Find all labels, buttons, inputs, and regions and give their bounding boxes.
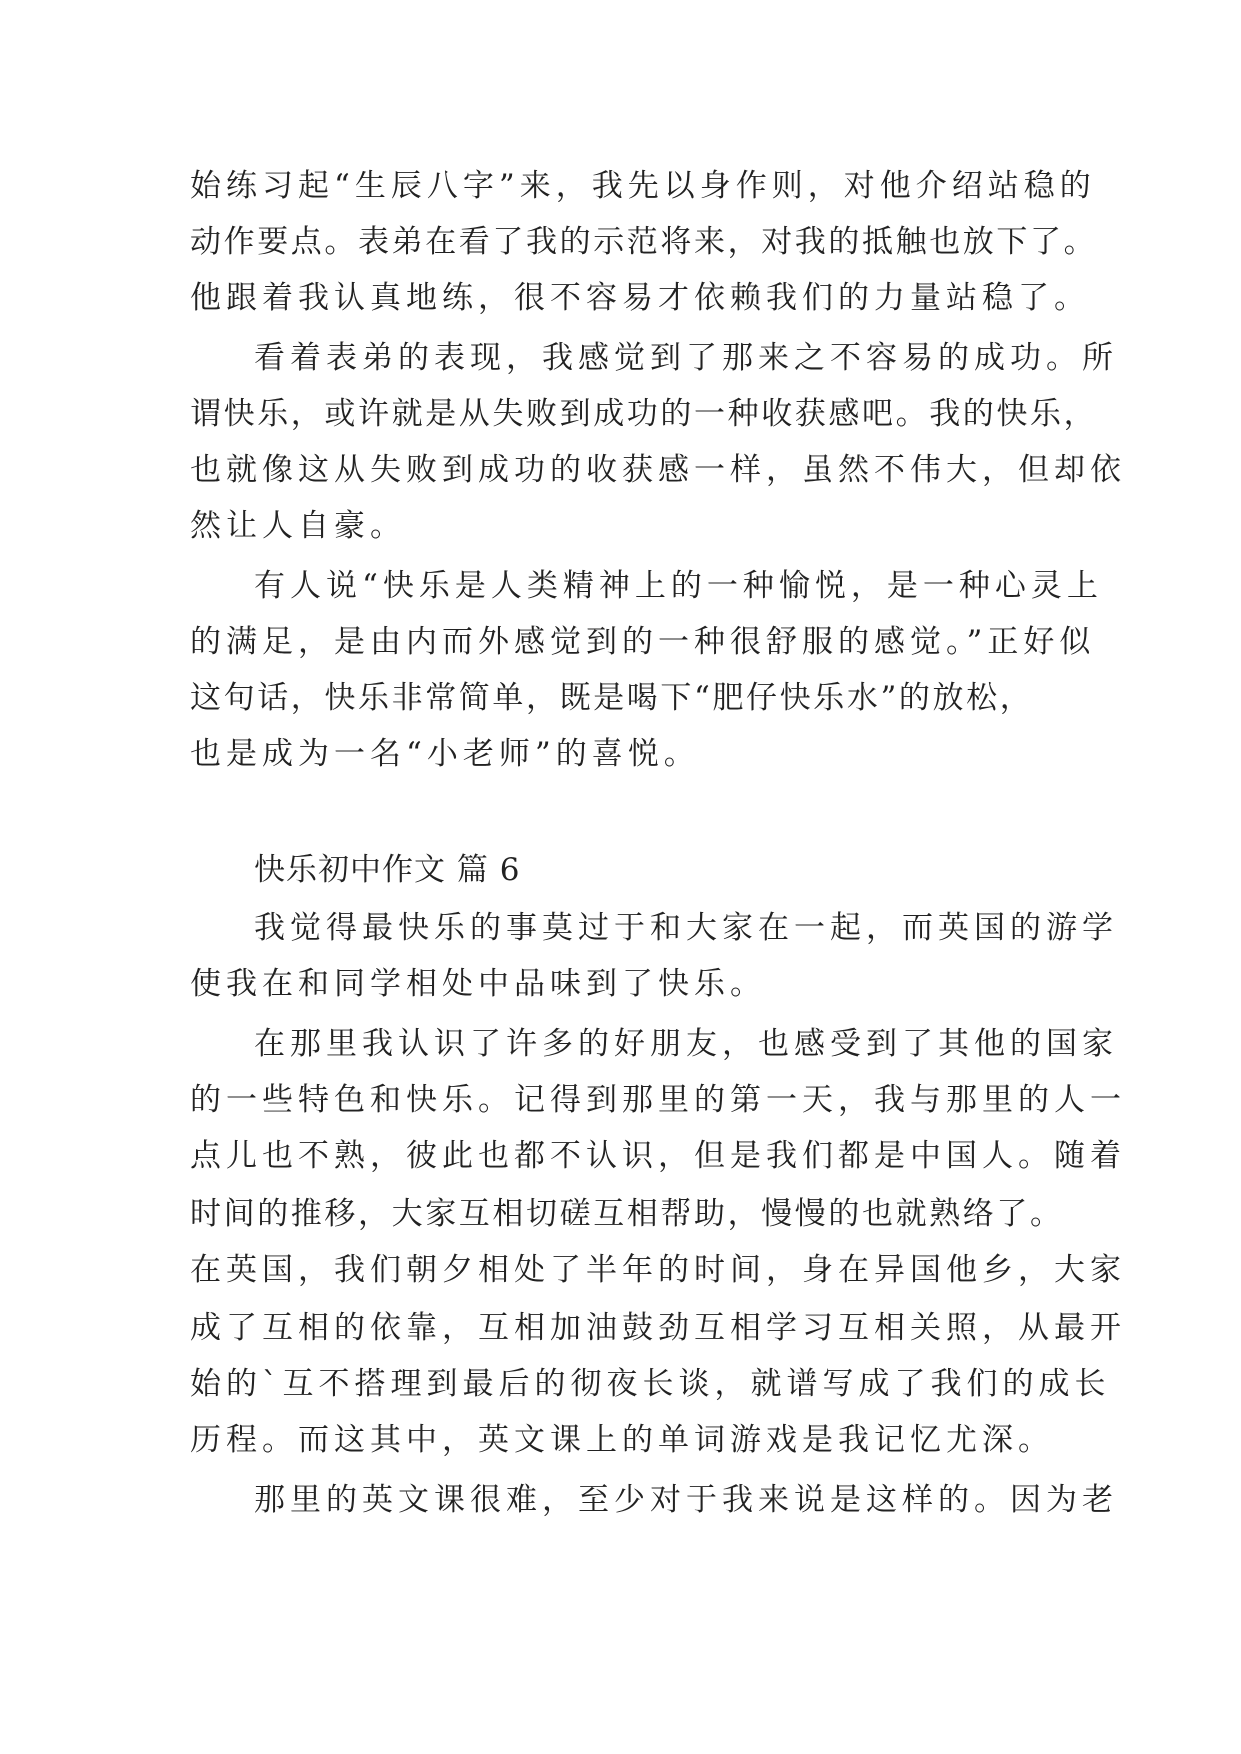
text-line: 的一些特色和快乐。记得到那里的第一天，我与那里的人一 bbox=[190, 1082, 1126, 1118]
text-line: 的满足，是由内而外感觉到的一种很舒服的感觉。”正好似 bbox=[190, 624, 1096, 660]
text-line: 使我在和同学相处中品味到了快乐。 bbox=[190, 966, 766, 1002]
text-line: 始的`互不搭理到最后的彻夜长谈，就谱写成了我们的成长 bbox=[190, 1366, 1111, 1402]
paragraph-first-line: 看着表弟的表现，我感觉到了那来之不容易的成功。所 bbox=[254, 340, 1118, 376]
text-line: 也是成为一名“小老师”的喜悦。 bbox=[190, 736, 700, 772]
text-line: 历程。而这其中，英文课上的单词游戏是我记忆尤深。 bbox=[190, 1422, 1054, 1458]
text-line: 成了互相的依靠，互相加油鼓劲互相学习互相关照，从最开 bbox=[190, 1310, 1126, 1346]
text-line: 点儿也不熟，彼此也都不认识，但是我们都是中国人。随着 bbox=[190, 1138, 1126, 1174]
text-line: 然让人自豪。 bbox=[190, 508, 406, 544]
section-heading: 快乐初中作文 篇 6 bbox=[254, 852, 521, 888]
paragraph-first-line: 那里的英文课很难，至少对于我来说是这样的。因为老 bbox=[254, 1482, 1118, 1518]
text-line: 谓快乐，或许就是从失败到成功的一种收获感吧。我的快乐， bbox=[190, 396, 1098, 432]
text-line: 他跟着我认真地练，很不容易才依赖我们的力量站稳了。 bbox=[190, 280, 1090, 316]
text-line: 在英国，我们朝夕相处了半年的时间，身在异国他乡，大家 bbox=[190, 1252, 1126, 1288]
paragraph-first-line: 有人说“快乐是人类精神上的一种愉悦，是一种心灵上 bbox=[254, 568, 1103, 604]
text-line: 这句话，快乐非常简单，既是喝下“肥仔快乐水”的放松， bbox=[190, 680, 1034, 716]
text-line: 动作要点。表弟在看了我的示范将来，对我的抵触也放下了。 bbox=[190, 224, 1098, 260]
text-line: 也就像这从失败到成功的收获感一样，虽然不伟大，但却依 bbox=[190, 452, 1126, 488]
text-line: 始练习起“生辰八字”来，我先以身作则，对他介绍站稳的 bbox=[190, 168, 1096, 204]
paragraph-first-line: 我觉得最快乐的事莫过于和大家在一起，而英国的游学 bbox=[254, 910, 1118, 946]
text-line: 时间的推移，大家互相切磋互相帮助，慢慢的也就熟络了。 bbox=[190, 1196, 1064, 1232]
paragraph-first-line: 在那里我认识了许多的好朋友，也感受到了其他的国家 bbox=[254, 1026, 1118, 1062]
